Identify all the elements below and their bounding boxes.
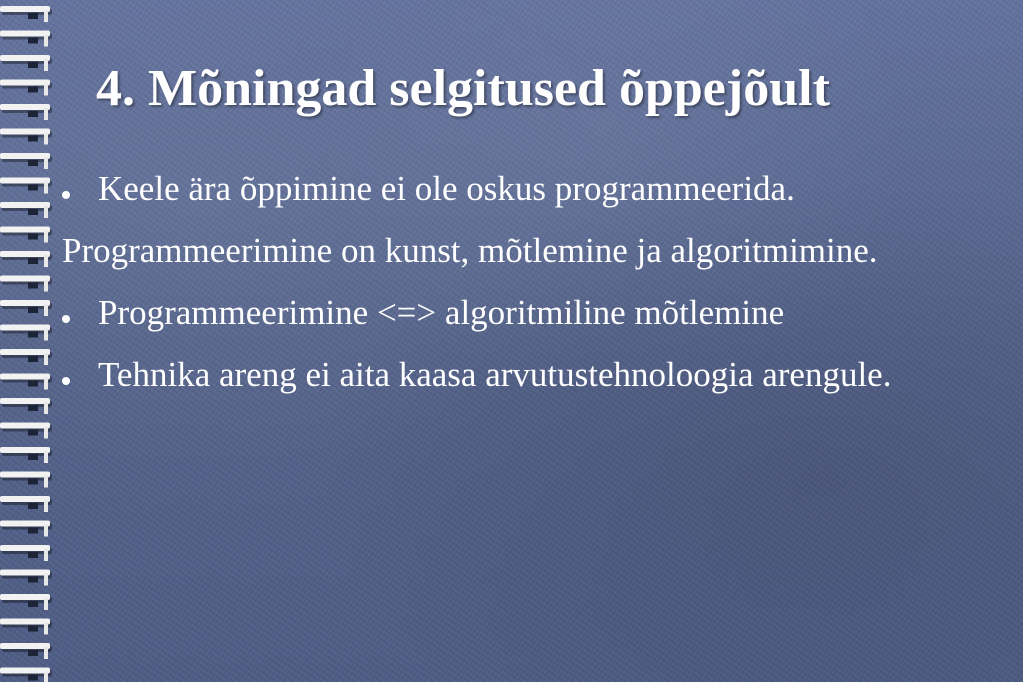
list-item-text: Tehnika areng ei aita kaasa arvutustehnoloogia arengule. — [98, 355, 892, 394]
list-item-text: Keele ära õppimine ei ole oskus programmeerida. — [98, 169, 795, 208]
list-item-text: Programmeerimine on kunst, mõtlemine ja algoritmimine. — [62, 231, 878, 270]
list-item-text: Programmeerimine <=> algoritmiline mõtlemine — [98, 293, 785, 332]
bullet-icon — [62, 377, 70, 385]
list-item — [62, 166, 962, 212]
list-item — [62, 290, 962, 336]
list-item — [62, 228, 962, 274]
bullet-icon — [62, 191, 70, 199]
spiral-binding-icon — [0, 0, 60, 682]
bullet-icon — [62, 315, 70, 323]
bullet-list — [62, 166, 962, 414]
slide-title: 4. Mõningad selgitused õppejõult — [96, 60, 830, 117]
list-item — [62, 352, 962, 398]
